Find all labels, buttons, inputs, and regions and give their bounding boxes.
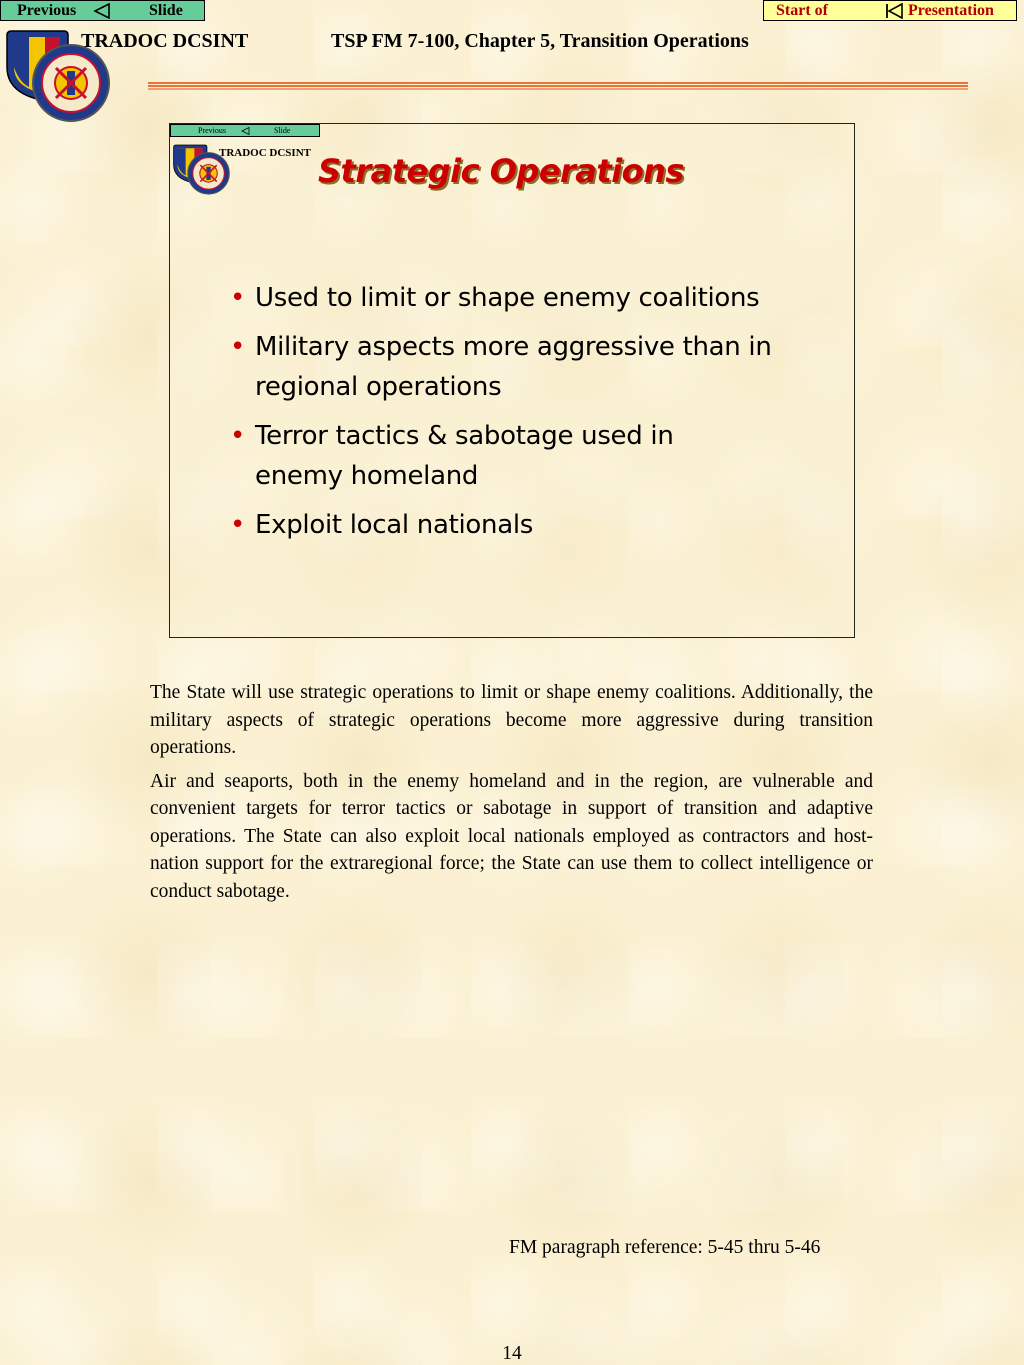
- list-item: • Exploit local nationals: [226, 505, 826, 545]
- slide-nav-bar: [170, 124, 320, 137]
- fm-reference: FM paragraph reference: 5-45 thru 5-46: [509, 1237, 821, 1258]
- left-triangle-icon[interactable]: [93, 3, 111, 19]
- nav-previous-slide[interactable]: [0, 0, 205, 21]
- header-divider: [148, 82, 968, 92]
- list-item: • Military aspects more aggressive than in regional operations: [226, 327, 815, 407]
- nav-slide-label[interactable]: Slide: [149, 2, 183, 19]
- slide-bullet-list: [226, 278, 826, 554]
- left-triangle-icon: [241, 127, 250, 135]
- slide-nav-previous-label: Previous: [198, 126, 226, 135]
- page-title: TSP FM 7-100, Chapter 5, Transition Operations: [331, 30, 749, 52]
- list-item: • Terror tactics & sabotage used in enemy homeland: [226, 416, 725, 496]
- bullet-dot-icon: •: [230, 283, 246, 313]
- slide-org: TRADOC DCSINT: [219, 147, 311, 159]
- bullet-dot-icon: •: [230, 421, 246, 451]
- nav-start-label[interactable]: Start of: [776, 2, 828, 19]
- nav-start-presentation[interactable]: [763, 0, 1017, 21]
- header-org: TRADOC DCSINT: [81, 30, 249, 52]
- bullet-dot-icon: •: [230, 332, 246, 362]
- nav-previous-label[interactable]: Previous: [17, 2, 77, 19]
- page-number: 14: [502, 1343, 522, 1364]
- first-slide-icon[interactable]: [885, 3, 903, 19]
- slide-heading: Strategic Operations: [318, 152, 684, 190]
- bullet-dot-icon: •: [230, 510, 246, 540]
- notes-paragraph: The State will use strategic operations to limit or shape enemy coalitions. Additionally, the military aspects of strategic operations become more aggressive during transition operations.: [150, 682, 873, 758]
- notes-paragraph: Air and seaports, both in the enemy homeland and in the region, are vulnerable and convenient targets for terror tactics or sabotage in support of transition and adaptive operations. The State can also exploit local nationals employed as contractors and host-nation support for the extraregional force; the State can use them to collect intelligence or conduct sabotage.: [150, 770, 873, 902]
- notes-body: [150, 679, 873, 911]
- slide-nav-slide-label: Slide: [274, 126, 291, 135]
- nav-presentation-label[interactable]: Presentation: [908, 2, 994, 19]
- slide-thumbnail: [169, 123, 855, 638]
- list-item: • Used to limit or shape enemy coalitions: [226, 278, 815, 318]
